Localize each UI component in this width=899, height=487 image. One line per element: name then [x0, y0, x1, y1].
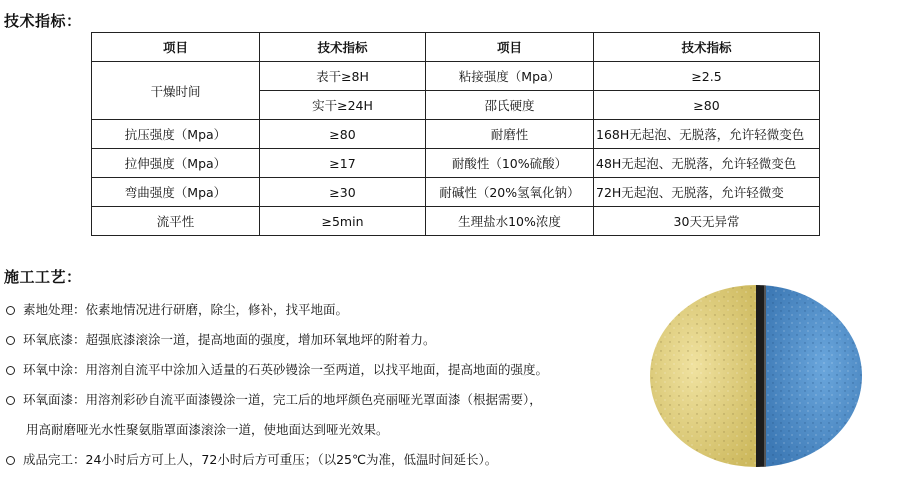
- table-row: [92, 178, 820, 207]
- table-cell: 耐碱性（20%氢氧化钠）: [426, 178, 594, 207]
- table-cell: 粘接强度（Mpa）: [426, 62, 594, 91]
- tech-spec-heading: 技术指标：: [4, 12, 82, 30]
- list-item: [6, 385, 548, 415]
- table-row: [92, 120, 820, 149]
- header-item: 项目: [92, 33, 260, 62]
- step-text: 用高耐磨哑光水性聚氨脂罩面漆滚涂一道，使地面达到哑光效果。: [26, 422, 389, 437]
- step-text: 环氧面漆：用溶剂彩砂自流平面漆镘涂一道，完工后的地坪颜色亮丽哑光罩面漆（根据需要），: [23, 392, 542, 407]
- table-cell: ≥17: [260, 149, 426, 178]
- list-item: [6, 355, 548, 385]
- table-cell: 30天无异常: [594, 207, 820, 236]
- table-row: [92, 62, 820, 91]
- table-cell: 168H无起泡、无脱落，允许轻微变色: [594, 120, 820, 149]
- step-text: 成品完工：24小时后方可上人，72小时后方可重压；（以25℃为准，低温时间延长）。: [23, 452, 498, 467]
- table-cell: 72H无起泡、无脱落，允许轻微变: [594, 178, 820, 207]
- step-text: 环氧中涂：用溶剂自流平中涂加入适量的石英砂镘涂一至两道，以找平地面，提高地面的强度。: [23, 362, 549, 377]
- table-cell: 邵氏硬度: [426, 91, 594, 120]
- table-cell: 弯曲强度（Mpa）: [92, 178, 260, 207]
- floor-sample-illustration: [650, 285, 862, 467]
- header-spec: 技术指标: [260, 33, 426, 62]
- table-cell: ≥30: [260, 178, 426, 207]
- list-item: [6, 295, 548, 325]
- table-cell: ≥2.5: [594, 62, 820, 91]
- circle-bullet-icon: [6, 336, 15, 345]
- table-cell: ≥5min: [260, 207, 426, 236]
- floor-sample-photo: [650, 285, 862, 467]
- step-text: 素地处理：依素地情况进行研磨，除尘，修补，找平地面。: [23, 302, 349, 317]
- table-cell: 实干≥24H: [260, 91, 426, 120]
- table-cell: 抗压强度（Mpa）: [92, 120, 260, 149]
- circle-bullet-icon: [6, 366, 15, 375]
- header-spec: 技术指标: [594, 33, 820, 62]
- circle-bullet-icon: [6, 306, 15, 315]
- table-row: [92, 207, 820, 236]
- table-cell: 耐酸性（10%硫酸）: [426, 149, 594, 178]
- table-cell: 拉伸强度（Mpa）: [92, 149, 260, 178]
- header-item: 项目: [426, 33, 594, 62]
- table-row: [92, 149, 820, 178]
- circle-bullet-icon: [6, 456, 15, 465]
- table-header-row: [92, 33, 820, 62]
- table-cell: 表干≥8H: [260, 62, 426, 91]
- table-cell: ≥80: [260, 120, 426, 149]
- table-cell: 干燥时间: [92, 62, 260, 120]
- table-cell: ≥80: [594, 91, 820, 120]
- table-cell: 耐磨性: [426, 120, 594, 149]
- list-item: [6, 325, 548, 355]
- tech-spec-table: [91, 32, 820, 236]
- table-cell: 流平性: [92, 207, 260, 236]
- process-steps-list: [6, 295, 548, 475]
- step-text: 环氧底漆：超强底漆滚涂一道，提高地面的强度，增加环氧地坪的附着力。: [23, 332, 436, 347]
- process-heading: 施工工艺：: [4, 268, 82, 286]
- circle-bullet-icon: [6, 396, 15, 405]
- table-cell: 48H无起泡、无脱落，允许轻微变色: [594, 149, 820, 178]
- table-cell: 生理盐水10%浓度: [426, 207, 594, 236]
- list-item-continuation: [6, 415, 548, 445]
- list-item: [6, 445, 548, 475]
